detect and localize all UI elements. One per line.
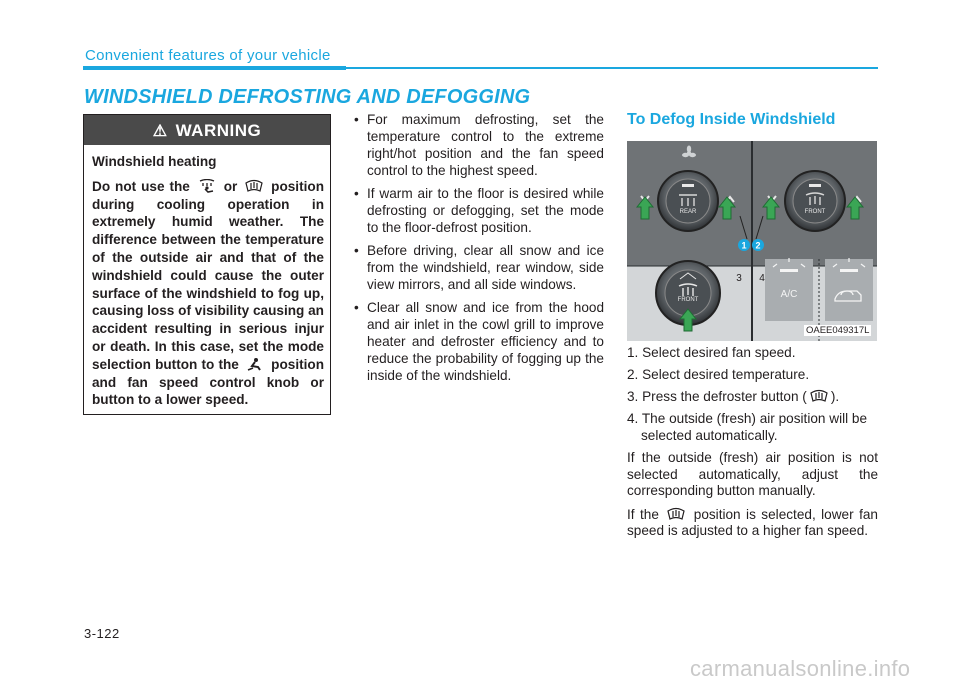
recirculation-button xyxy=(825,258,873,321)
note-paragraph xyxy=(627,507,878,540)
warning-text-part: Do not use the xyxy=(92,178,190,194)
ac-button xyxy=(765,258,813,321)
floor-defrost-icon xyxy=(197,179,217,193)
list-item xyxy=(627,388,878,405)
callout-2: 2 xyxy=(755,240,761,251)
warning-header xyxy=(84,115,330,145)
figure-code: OAEE049317L xyxy=(806,325,870,336)
warning-label: WARNING xyxy=(175,121,262,140)
warning-text-part: or xyxy=(223,178,238,194)
warning-heading: Windshield heating xyxy=(92,154,217,169)
list-item: 1. Select desired fan speed. xyxy=(627,345,796,360)
list-item: • If warm air to the floor is desired while defrosting or defogging, set the mode to the floor-defrost position. xyxy=(353,185,604,236)
defrost-icon xyxy=(809,389,829,403)
warning-text-part: position and fan speed control knob or button to a lower speed. xyxy=(92,356,325,408)
note-paragraph: If the outside (fresh) air position is not selected automatically, adjust the corresponding button manually. xyxy=(627,450,878,498)
floor-mode-icon xyxy=(245,357,265,371)
climate-control-figure xyxy=(627,141,877,341)
list-item: 2. Select desired temperature. xyxy=(627,367,810,382)
header-rule-thick xyxy=(83,66,346,70)
note-2-start: If the xyxy=(627,506,659,522)
header-rule-thin xyxy=(346,67,878,69)
list-item: • Before driving, clear all snow and ice from the windshield, rear window, side view mirrors, and all side windows. xyxy=(353,242,604,293)
watermark: carmanualsonline.info xyxy=(690,656,911,681)
defog-title: To Defog Inside Windshield xyxy=(627,111,836,128)
callout-3: 3 xyxy=(736,273,742,284)
page-number: 3-122 xyxy=(84,626,120,641)
defog-steps xyxy=(627,344,878,449)
list-item: • For maximum defrosting, set the temperature control to the extreme right/hot position and the fan speed control to the highest speed. xyxy=(353,111,604,179)
callout-1: 1 xyxy=(741,240,747,251)
step-3-text: 3. Press the defroster button ( xyxy=(627,389,807,404)
climate-panel-illustration xyxy=(627,141,877,341)
rear-label: REAR xyxy=(679,209,697,215)
tips-list xyxy=(353,111,604,390)
step-3-end: ). xyxy=(830,389,840,404)
callout-4: 4 xyxy=(759,273,765,284)
list-item: 4. The outside (fresh) air position will be selected automatically. xyxy=(627,411,868,443)
warning-body xyxy=(92,153,324,416)
note-2-end: position is selected, lower fan speed is adjusted to a higher fan speed. xyxy=(627,506,878,538)
defrost-icon xyxy=(244,179,264,193)
warning-text-part: position during cooling operation in extremely humid weather. The difference between the temperature of the outside air and that of the windshield could cause the outer surface of the windshield to fog up, causing loss of visibility causing an accident resulting in serious injur or death. In this case, set the mode selection button to the xyxy=(92,178,324,372)
ac-label: A/C xyxy=(780,289,798,300)
section-title: WINDSHIELD DEFROSTING AND DEFOGGING xyxy=(84,86,531,108)
warning-box xyxy=(83,114,331,415)
warning-triangle-icon: ⚠ xyxy=(152,123,168,140)
defrost-icon xyxy=(666,507,686,521)
warning-text xyxy=(92,178,324,409)
front-label: FRONT xyxy=(804,209,826,215)
list-item: • Clear all snow and ice from the hood and air inlet in the cowl grill to improve heater and defroster efficiency and to reduce the probability of fogging up the inside of the windshield. xyxy=(353,299,604,384)
front-label-2: FRONT xyxy=(677,297,699,303)
running-header: Convenient features of your vehicle xyxy=(85,47,331,64)
defog-notes xyxy=(627,450,878,547)
